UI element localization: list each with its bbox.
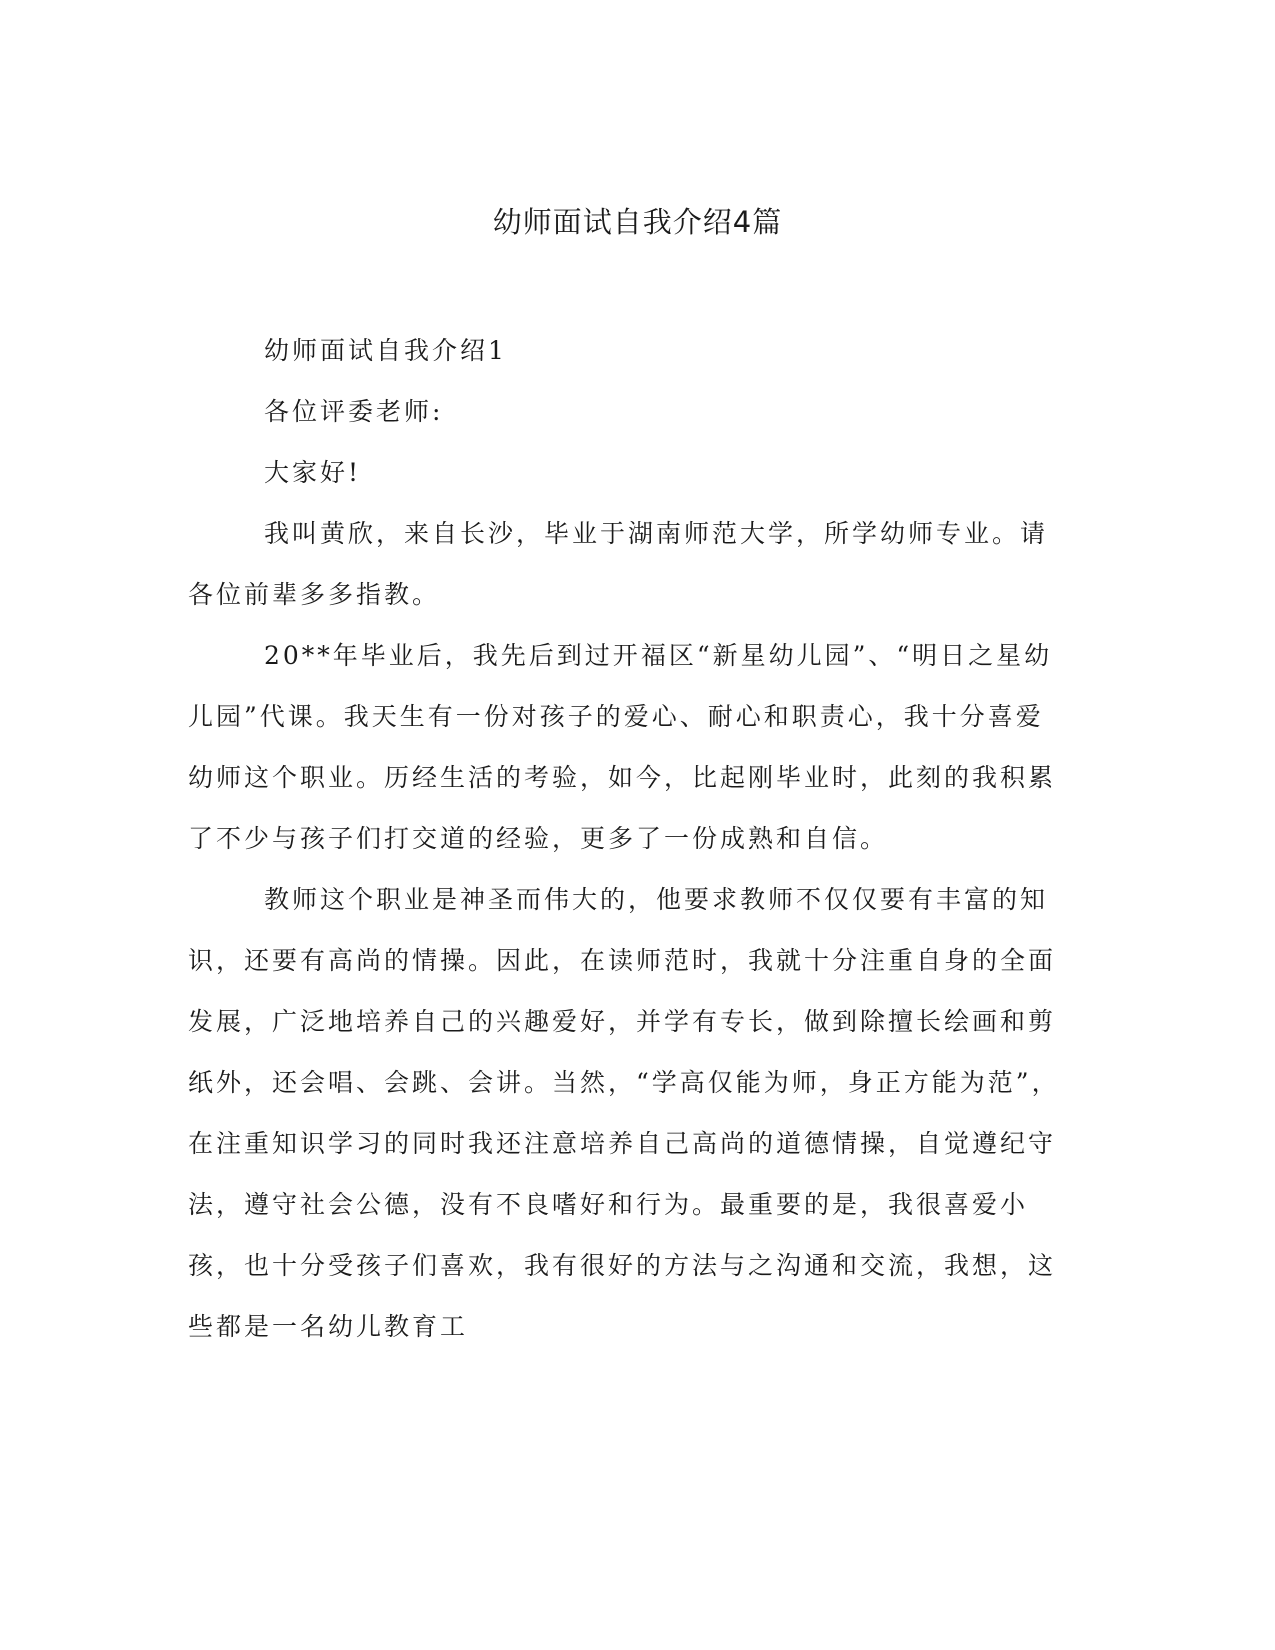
document-title: 幼师面试自我介绍4篇: [492, 205, 783, 239]
paragraph: 我叫黄欣，来自长沙，毕业于湖南师范大学，所学幼师专业。请各位前辈多多指教。: [188, 519, 1049, 609]
document-body: [188, 320, 1068, 1357]
section-heading: 幼师面试自我介绍1: [264, 336, 507, 365]
greeting: 大家好!: [264, 458, 362, 487]
paragraph: 教师这个职业是神圣而伟大的，他要求教师不仅仅要有丰富的知识，还要有高尚的情操。因此，在读师范时，我就十分注重自身的全面发展，广泛地培养自己的兴趣爱好，并学有专长，做到除擅长绘画和剪纸外，还会唱、会跳、会讲。当然，“学高仅能为师，身正方能为范”，在注重知识学习的同时我还注意培养自己高尚的道德情操，自觉遵纪守法，遵守社会公德，没有不良嗜好和行为。最重要的是，我很喜爱小孩，也十分受孩子们喜欢，我有很好的方法与之沟通和交流，我想，这些都是一名幼儿教育工: [188, 885, 1060, 1341]
paragraph: 20**年毕业后，我先后到过开福区“新星幼儿园”、“明日之星幼儿园”代课。我天生有一份对孩子的爱心、耐心和职责心，我十分喜爱幼师这个职业。历经生活的考验，如今，比起刚毕业时，此刻的我积累了不少与孩子们打交道的经验，更多了一份成熟和自信。: [188, 641, 1057, 853]
salutation: 各位评委老师:: [264, 397, 444, 426]
